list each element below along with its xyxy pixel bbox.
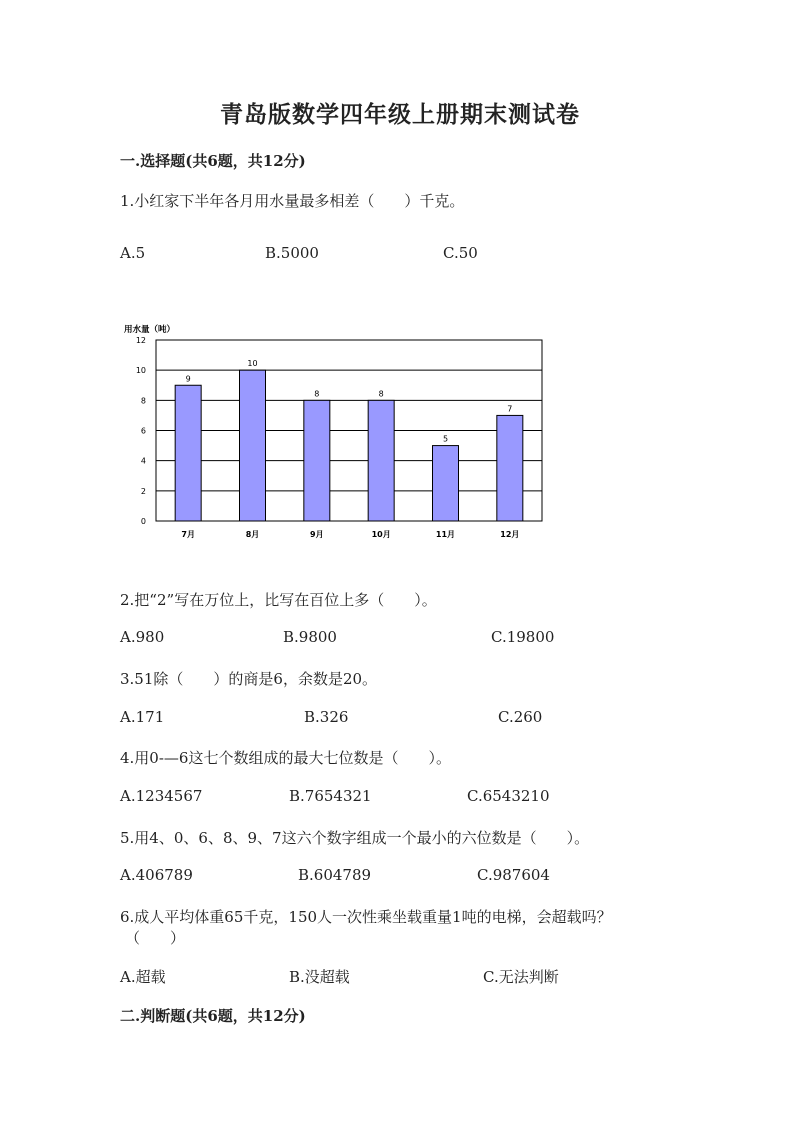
bar: [175, 385, 201, 521]
question-6-option-a[interactable]: A.超载: [120, 968, 166, 986]
y-tick-label: 4: [140, 456, 146, 466]
question-5: 5.用4、0、6、8、9、7这六个数字组成一个最小的六位数是（ ）。: [120, 829, 590, 847]
bar: [240, 370, 266, 521]
section-heading-judgment: 二.判断题(共6题，共12分): [120, 1007, 306, 1025]
x-tick-label: 11月: [435, 530, 456, 539]
water-usage-bar-chart: [118, 318, 558, 548]
x-tick-label: 7月: [181, 530, 195, 539]
bar: [497, 415, 523, 521]
question-5-option-a[interactable]: A.406789: [120, 866, 193, 884]
page-title: 青岛版数学四年级上册期末测试卷: [220, 101, 580, 128]
x-tick-label: 10月: [371, 530, 391, 539]
chart-y-axis-label: 用水量（吨）: [124, 325, 176, 335]
question-2: 2.把“2”写在万位上，比写在百位上多（ ）。: [120, 591, 437, 609]
data-label: 8: [314, 389, 320, 399]
question-6-answer-blank: （ ）: [125, 929, 186, 947]
y-tick-label: 8: [140, 396, 146, 406]
question-5-option-c[interactable]: C.987604: [477, 866, 550, 884]
bar: [304, 400, 330, 521]
question-3-option-a[interactable]: A.171: [120, 708, 165, 726]
y-tick-label: 6: [140, 426, 146, 436]
data-label: 5: [442, 434, 449, 444]
bar: [368, 400, 394, 521]
data-label: 8: [378, 389, 384, 399]
question-1-option-b[interactable]: B.5000: [265, 244, 319, 262]
question-4: 4.用0-—6这七个数组成的最大七位数是（ ）。: [120, 749, 451, 767]
data-label: 10: [247, 359, 258, 369]
x-tick-label: 12月: [500, 530, 520, 539]
data-label: 7: [507, 404, 513, 414]
x-tick-label: 8月: [245, 530, 260, 539]
question-1-option-c[interactable]: C.50: [443, 244, 478, 262]
question-2-option-b[interactable]: B.9800: [283, 628, 337, 646]
question-4-option-b[interactable]: B.7654321: [289, 787, 372, 805]
question-4-option-c[interactable]: C.6543210: [467, 787, 550, 805]
question-3-option-c[interactable]: C.260: [498, 708, 543, 726]
y-tick-label: 2: [140, 486, 146, 496]
y-tick-label: 12: [135, 336, 146, 345]
question-5-option-b[interactable]: B.604789: [298, 866, 372, 884]
question-6-option-c[interactable]: C.无法判断: [483, 968, 559, 986]
question-2-option-a[interactable]: A.980: [120, 628, 165, 646]
y-tick-label: 0: [140, 517, 146, 526]
question-2-option-c[interactable]: C.19800: [491, 628, 555, 646]
bar: [433, 446, 459, 521]
x-tick-label: 9月: [310, 530, 324, 539]
question-4-option-a[interactable]: A.1234567: [120, 787, 203, 805]
question-6-option-b[interactable]: B.没超载: [289, 968, 350, 986]
question-1-option-a[interactable]: A.5: [120, 244, 146, 262]
data-label: 9: [185, 374, 191, 384]
question-3-option-b[interactable]: B.326: [304, 708, 349, 726]
y-tick-label: 10: [135, 366, 146, 376]
section-heading-choice: 一.选择题(共6题，共12分): [120, 152, 306, 170]
question-6: 6.成人平均体重65千克，150人一次性乘坐载重量1吨的电梯，会超载吗？: [120, 908, 612, 926]
question-1: 1.小红家下半年各月用水量最多相差（ ）千克。: [120, 192, 465, 210]
question-3: 3.51除（ ）的商是6，余数是20。: [120, 670, 378, 688]
